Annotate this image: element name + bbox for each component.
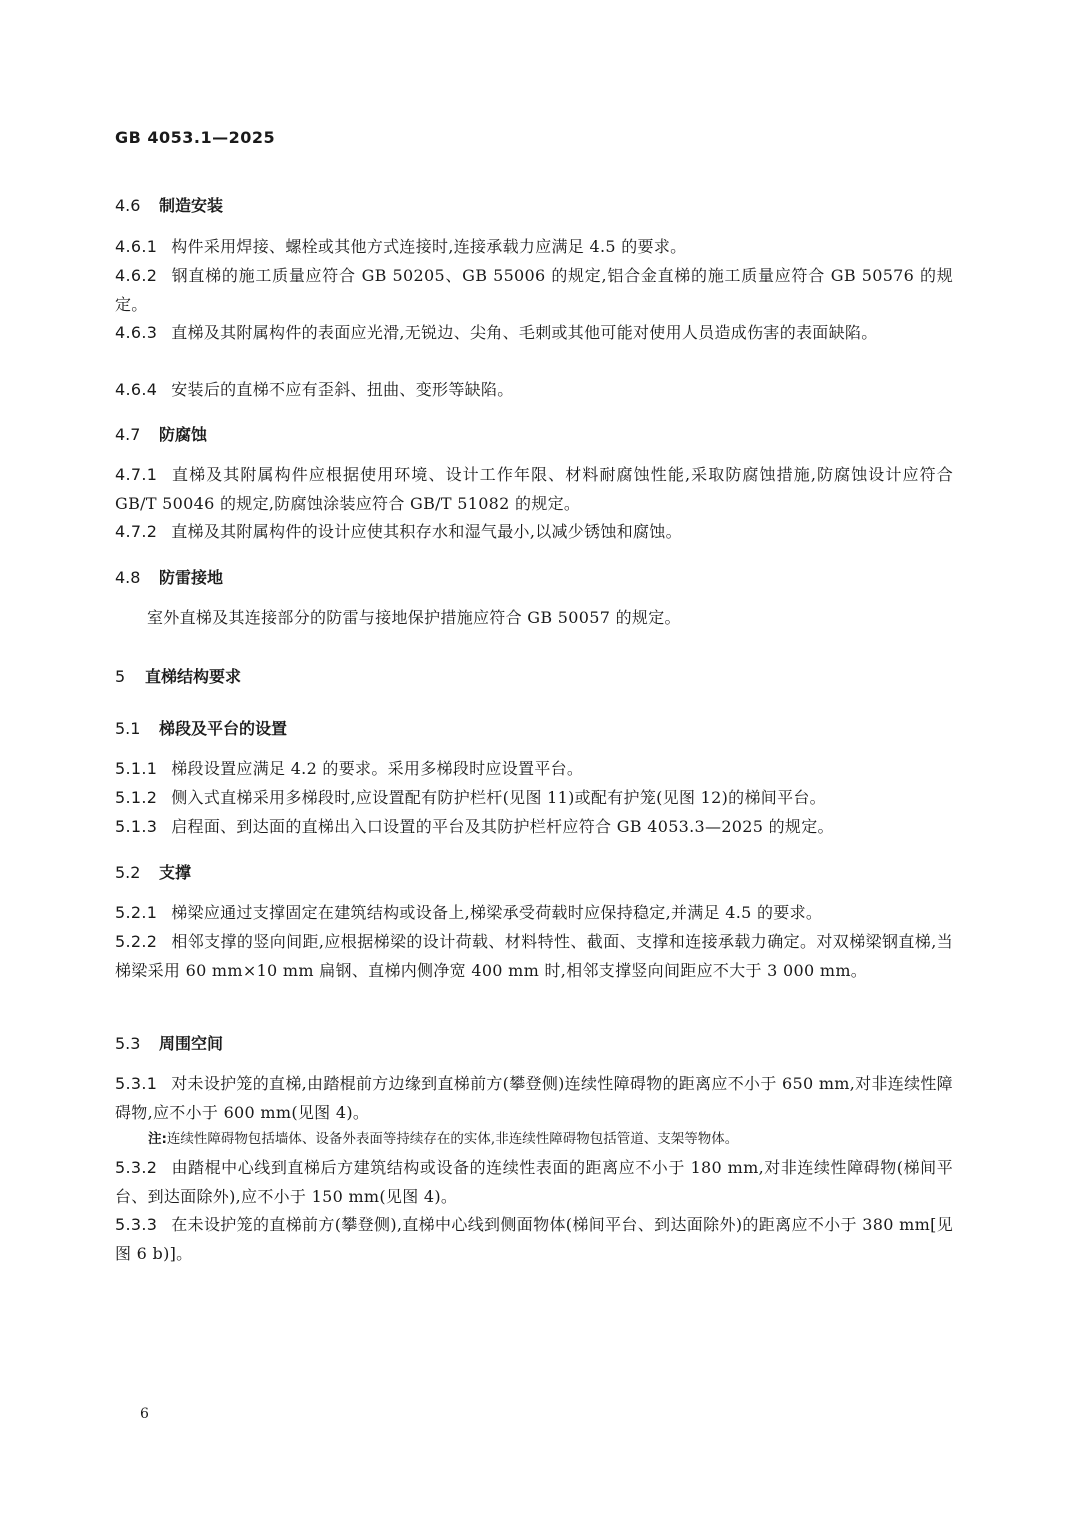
note-text: 连续性障碍物包括墙体、设备外表面等持续存在的实体,非连续性障碍物包括管道、支架等物体。: [166, 1131, 739, 1147]
heading-number: 5.3: [115, 1034, 141, 1053]
clause-4-7-2: [115, 517, 953, 546]
clause-number: 4.7.1: [115, 465, 158, 484]
clause-5-3-2: [115, 1153, 953, 1211]
clause-4-7-1: [115, 460, 953, 518]
heading-number: 5: [115, 667, 126, 686]
clause-text: 直梯及其附属构件应根据使用环境、设计工作年限、材料耐腐蚀性能,采取防腐蚀措施,防腐蚀设计应符合 GB/T 50046 的规定,防腐蚀涂装应符合 GB/T 51082 的规定。: [115, 465, 953, 513]
page-number: 6: [140, 1406, 149, 1422]
clause-text: 梯段设置应满足 4.2 的要求。采用多梯段时应设置平台。: [171, 759, 584, 778]
clause-text: 直梯及其附属构件的设计应使其积存水和湿气最小,以减少锈蚀和腐蚀。: [171, 522, 682, 541]
clause-text: 钢直梯的施工质量应符合 GB 50205、GB 55006 的规定,铝合金直梯的施工质量应符合 GB 50576 的规定。: [115, 266, 953, 314]
clause-text: 由踏棍中心线到直梯后方建筑结构或设备的连续性表面的距离应不小于 180 mm,对非连续性障碍物(梯间平台、到达面除外),应不小于 150 mm(见图 4)。: [115, 1158, 953, 1206]
heading-number: 5.1: [115, 719, 141, 738]
heading-title: 周围空间: [159, 1034, 224, 1053]
heading-title: 支撑: [159, 863, 192, 882]
heading-4-7: [115, 422, 207, 445]
clause-number: 4.6.2: [115, 266, 158, 285]
clause-number: 5.3.3: [115, 1215, 158, 1234]
clause-number: 4.6.3: [115, 323, 158, 342]
heading-4-6: [115, 193, 223, 216]
clause-number: 5.1.3: [115, 817, 158, 836]
heading-5-3: [115, 1031, 223, 1054]
clause-number: 4.6.1: [115, 237, 158, 256]
heading-title: 防雷接地: [159, 568, 224, 587]
clause-text: 梯梁应通过支撑固定在建筑结构或设备上,梯梁承受荷载时应保持稳定,并满足 4.5 的要求。: [171, 903, 823, 922]
clause-5-1-2: [115, 783, 953, 812]
clause-text: 启程面、到达面的直梯出入口设置的平台及其防护栏杆应符合 GB 4053.3—2025 的规定。: [171, 817, 834, 836]
heading-number: 4.8: [115, 568, 141, 587]
heading-title: 梯段及平台的设置: [159, 719, 288, 738]
heading-number: 4.6: [115, 196, 141, 215]
clause-5-1-1: [115, 754, 953, 783]
clause-text: 侧入式直梯采用多梯段时,应设置配有防护栏杆(见图 11)或配有护笼(见图 12)的梯间平台。: [171, 788, 826, 807]
clause-5-2-2: [115, 927, 953, 985]
clause-text: 相邻支撑的竖向间距,应根据梯梁的设计荷载、材料特性、截面、支撑和连接承载力确定。对双梯梁钢直梯,当梯梁采用 60 mm×10 mm 扁钢、直梯内侧净宽 400 mm 时,相邻支撑竖向间距应不大于 3 000 mm。: [115, 932, 953, 980]
clause-number: 4.6.4: [115, 380, 158, 399]
clause-4-8-body: [115, 603, 953, 632]
clause-number: 5.1.1: [115, 759, 158, 778]
clause-number: 5.1.2: [115, 788, 158, 807]
clause-5-1-3: [115, 812, 953, 841]
standard-header: GB 4053.1—2025: [115, 128, 276, 147]
heading-5-1: [115, 716, 287, 739]
clause-5-3-1: [115, 1069, 953, 1127]
heading-5: [115, 664, 241, 687]
clause-text: 在未设护笼的直梯前方(攀登侧),直梯中心线到侧面物体(梯间平台、到达面除外)的距离应不小于 380 mm[见图 6 b)]。: [115, 1215, 953, 1263]
heading-title: 直梯结构要求: [145, 667, 242, 686]
note-5-3-1: [148, 1128, 948, 1150]
heading-title: 防腐蚀: [159, 425, 208, 444]
clause-number: 5.2.2: [115, 932, 158, 951]
clause-5-3-3: [115, 1210, 953, 1268]
clause-text: 安装后的直梯不应有歪斜、扭曲、变形等缺陷。: [171, 380, 514, 399]
clause-4-6-4: [115, 375, 953, 404]
clause-4-6-2: [115, 261, 953, 319]
clause-4-6-3: [115, 318, 953, 347]
clause-number: 5.2.1: [115, 903, 158, 922]
clause-4-6-1: [115, 232, 953, 261]
heading-number: 5.2: [115, 863, 141, 882]
clause-text: 对未设护笼的直梯,由踏棍前方边缘到直梯前方(攀登侧)连续性障碍物的距离应不小于 650 mm,对非连续性障碍物,应不小于 600 mm(见图 4)。: [115, 1074, 953, 1122]
clause-text: 构件采用焊接、螺栓或其他方式连接时,连接承载力应满足 4.5 的要求。: [171, 237, 687, 256]
heading-number: 4.7: [115, 425, 141, 444]
clause-5-2-1: [115, 898, 953, 927]
heading-5-2: [115, 860, 191, 883]
note-label: 注:: [148, 1131, 167, 1147]
heading-title: 制造安装: [159, 196, 224, 215]
clause-number: 5.3.2: [115, 1158, 158, 1177]
heading-4-8: [115, 565, 223, 588]
clause-text: 直梯及其附属构件的表面应光滑,无锐边、尖角、毛刺或其他可能对使用人员造成伤害的表面缺陷。: [171, 323, 878, 342]
clause-number: 4.7.2: [115, 522, 158, 541]
clause-number: 5.3.1: [115, 1074, 158, 1093]
clause-text: 室外直梯及其连接部分的防雷与接地保护措施应符合 GB 50057 的规定。: [147, 608, 681, 627]
